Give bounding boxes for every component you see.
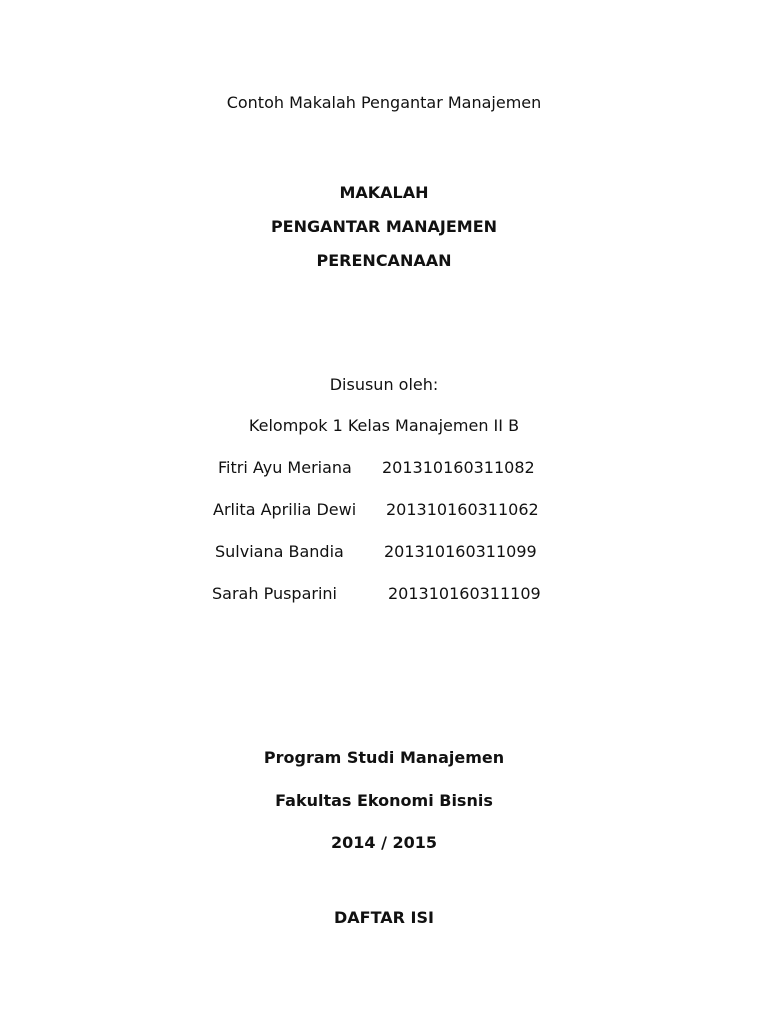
member-id: 201310160311099 [384,542,537,561]
page-title: Contoh Makalah Pengantar Manajemen [226,93,542,112]
program-name: Program Studi Manajemen [263,748,505,767]
cover-heading-topic: PERENCANAAN [316,251,452,270]
cover-heading-makalah: MAKALAH [339,183,429,202]
member-name: Sulviana Bandia [215,542,344,561]
cover-heading-subject: PENGANTAR MANAJEMEN [270,217,498,236]
authors-group: Kelompok 1 Kelas Manajemen II B [248,416,520,435]
faculty-name: Fakultas Ekonomi Bisnis [275,791,493,810]
authors-label: Disusun oleh: [329,375,439,394]
member-name: Sarah Pusparini [212,584,337,603]
member-id: 201310160311109 [388,584,541,603]
member-id: 201310160311062 [386,500,539,519]
member-id: 201310160311082 [382,458,535,477]
toc-heading: DAFTAR ISI [334,908,434,927]
member-name: Fitri Ayu Meriana [218,458,352,477]
academic-year: 2014 / 2015 [330,833,438,852]
member-name: Arlita Aprilia Dewi [213,500,357,519]
